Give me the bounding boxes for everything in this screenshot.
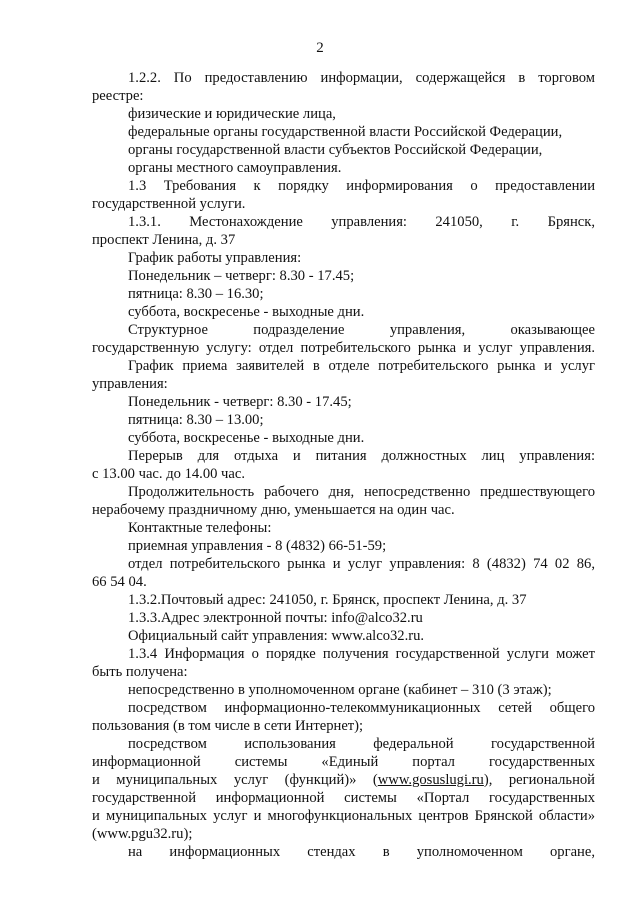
text-line: График работы управления: [128,250,302,266]
text-line: реестре: [92,88,144,104]
text-line: органы местного самоуправления. [128,160,342,176]
text-line: График приема заявителей в отделе потребительского рынка и услуг [128,358,595,374]
text-line: и муниципальных услуг (функций)» (www.gosuslugi.ru), региональной [92,772,595,788]
text-line: 1.2.2. По предоставлению информации, содержащейся в торговом [128,70,595,86]
text-line: пользования (в том числе в сети Интернет); [92,718,364,734]
text-line: Понедельник - четверг: 8.30 - 17.45; [128,394,352,410]
text-line: на информационных стендах в уполномоченном органе, [128,844,595,860]
text-line: Контактные телефоны: [128,520,272,536]
text-line: нерабочему праздничному дню, уменьшается на один час. [92,502,455,518]
text-line: Официальный сайт управления: www.alco32.ru. [128,628,425,644]
text-line: проспект Ленина, д. 37 [92,232,236,248]
text-line: федеральные органы государственной власти Российской Федерации, [128,124,563,140]
text-line: физические и юридические лица, [128,106,336,122]
text-line: пятница: 8.30 – 13.00; [128,412,264,428]
text-line: отдел потребительского рынка и услуг управления: 8 (4832) 74 02 86, [128,556,595,572]
text-line: пятница: 8.30 – 16.30; [128,286,264,302]
text-line: (www.pgu32.ru); [92,826,193,842]
text-line: посредством информационно-телекоммуникационных сетей общего [128,700,595,716]
text-line: органы государственной власти субъектов Российской Федерации, [128,142,543,158]
text-line: суббота, воскресенье - выходные дни. [128,430,365,446]
text-line: с 13.00 час. до 14.00 час. [92,466,245,482]
text-line: и муниципальных услуг и многофункциональных центров Брянской области» [92,808,595,824]
text-line: Перерыв для отдыха и питания должностных лиц управления: [128,448,595,464]
text-line: 1.3.2.Почтовый адрес: 241050, г. Брянск, проспект Ленина, д. 37 [128,592,527,608]
text-line: 1.3 Требования к порядку информирования о предоставлении [128,178,595,194]
text-line: суббота, воскресенье - выходные дни. [128,304,365,320]
text-line: государственную услугу: отдел потребительского рынка и услуг управления. [92,340,595,356]
page-number: 2 [316,40,324,56]
text-line: приемная управления - 8 (4832) 66-51-59; [128,538,387,554]
text-line: информационной системы «Единый портал государственных [92,754,595,770]
text-line: непосредственно в уполномоченном органе (кабинет – 310 (3 этаж); [128,682,552,698]
text-line: Структурное подразделение управления, оказывающее [128,322,595,338]
text-line: Продолжительность рабочего дня, непосредственно предшествующего [128,484,595,500]
text-line: управления: [92,376,168,392]
text-line: государственной информационной системы «Портал государственных [92,790,595,806]
text-line: Понедельник – четверг: 8.30 - 17.45; [128,268,355,284]
text-line: 66 54 04. [92,574,147,590]
text-line: посредством использования федеральной государственной [128,736,595,752]
text-line: государственной услуги. [92,196,246,212]
text-line: быть получена: [92,664,188,680]
text-line: 1.3.1. Местонахождение управления: 241050, г. Брянск, [128,214,595,230]
text-line: 1.3.4 Информация о порядке получения государственной услуги может [128,646,595,662]
text-line: 1.3.3.Адрес электронной почты: info@alco32.ru [128,610,423,626]
gosuslugi-link[interactable]: www.gosuslugi.ru [377,772,484,788]
